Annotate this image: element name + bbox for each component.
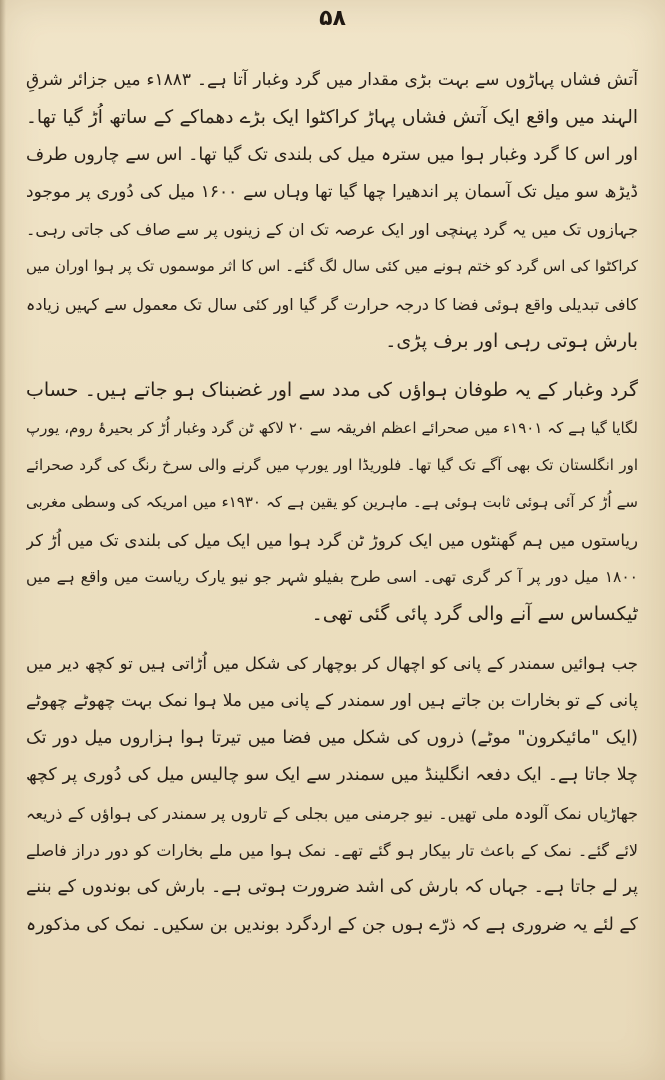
text-line: گرد وغبار کے یہ طوفان ہواؤں کی مدد سے اور غضبناک ہو جاتے ہیں۔ حساب bbox=[26, 379, 638, 402]
text-line: (ایک "مائیکرون" موٹے) ذروں کی شکل میں فضا میں تیرتا ہوا ہزاروں میل دور تک bbox=[26, 728, 638, 749]
paragraph-dust-storms bbox=[26, 372, 638, 633]
text-line: اور انگلستان تک بھی آگے تک گیا تھا۔ فلوریڈا اور یورپ میں گرنے والی سرخ رنگ کی گرد صحرائے bbox=[26, 455, 638, 474]
text-line: لائے گئے۔ نمک کے باعث تار بیکار ہو گئے تھے۔ نمک ہوا میں ملے بخارات کو دور دراز فاصلے bbox=[26, 840, 638, 860]
paragraph-volcano-dust bbox=[26, 62, 638, 360]
text-line: پانی کے تو بخارات بن جاتے ہیں اور سمندر کے پانی میں ملا ہوا نمک بہت چھوٹے چھوٹے bbox=[26, 690, 638, 711]
page-number: ۵۸ bbox=[319, 6, 346, 31]
text-line: کے لئے یہ ضروری ہے کہ ذرّے ہوں جن کے اردگرد بوندیں بن سکیں۔ نمک کی مذکورہ bbox=[26, 914, 638, 935]
text-line: ڈیڑھ سو میل تک آسمان پر اندھیرا چھا گیا تھا وہاں سے ۱۶۰۰ میل کی دُوری پر موجود bbox=[26, 181, 638, 202]
body-text bbox=[26, 62, 638, 956]
text-line: کراکٹوا کی اس گرد کو ختم ہونے میں کئی سال لگ گئے۔ اس کا اثر موسموں تک پر ہوا اوران میں bbox=[26, 257, 638, 276]
text-line: سے اُڑ کر آئی ہوئی ثابت ہوئی ہے۔ ماہرین کو یقین ہے کہ ۱۹۳۰ء میں امریکہ کی وسطی مغربی bbox=[26, 493, 638, 512]
text-line: ٹیکساس سے آنے والی گرد پائی گئی تھی۔ bbox=[311, 603, 638, 626]
text-line: الہند میں واقع ایک آتش فشاں پہاڑ کراکٹوا ایک بڑے دھماکے کے ساتھ اُڑ گیا تھا۔ bbox=[26, 107, 638, 129]
text-line: ۱۸۰۰ میل دور پر آ کر گری تھی۔ اسی طرح بفیلو شہر جو نیو یارک ریاست میں واقع ہے میں bbox=[26, 567, 638, 586]
text-line: جہازوں تک میں یہ گرد پہنچی اور ایک عرصہ تک ان کے زینوں پر سے صاف کی جاتی رہی۔ bbox=[26, 220, 638, 240]
text-line: جب ہوائیں سمندر کے پانی کو اچھال کر بوچھار کی شکل میں اُڑاتی ہیں تو کچھ دیر میں bbox=[26, 654, 638, 674]
text-line: آتش فشاں پہاڑوں سے بہت بڑی مقدار میں گرد وغبار آتا ہے۔ ۱۸۸۳ء میں جزائر شرقِ bbox=[26, 70, 638, 90]
text-line: جھاڑیاں نمک آلودہ ملی تھیں۔ نیو جرمنی میں بجلی کے تاروں پر سمندر کی ہواؤں کے ذریعہ bbox=[26, 803, 638, 823]
text-line: اور اس کا گرد وغبار ہوا میں سترہ میل کی بلندی تک گیا تھا۔ اس سے چاروں طرف bbox=[26, 144, 638, 165]
text-line: لگایا گیا ہے کہ ۱۹۰۱ء میں صحرائے اعظم افریقہ سے ۲۰ لاکھ ٹن گرد وغبار اُڑ کر بحیرۂ روم، یورپ bbox=[26, 418, 638, 437]
text-line: ریاستوں میں ہم گھنٹوں میں ایک کروڑ ٹن گرد ہوا میں ایک میل کی بلندی تک میں اُڑ کر bbox=[26, 530, 638, 550]
text-line: بارش ہوتی رہی اور برف پڑی۔ bbox=[385, 330, 638, 353]
text-line: پر لے جاتا ہے۔ جہاں کہ بارش کی اشد ضرورت ہوتی ہے۔ بارش کی بوندوں کے بننے bbox=[26, 877, 638, 898]
text-line: کافی تبدیلی واقع ہوئی فضا کا درجہ حرارت گر گیا اور کئی سال تک معمول سے کہیں زیادہ bbox=[26, 294, 638, 314]
page-binding-shadow bbox=[0, 0, 6, 1080]
paragraph-sea-salt bbox=[26, 645, 638, 943]
text-line: چلا جاتا ہے۔ ایک دفعہ انگلینڈ میں سمندر سے ایک سو چالیس میل کی دُوری پر کچھ bbox=[26, 765, 638, 786]
